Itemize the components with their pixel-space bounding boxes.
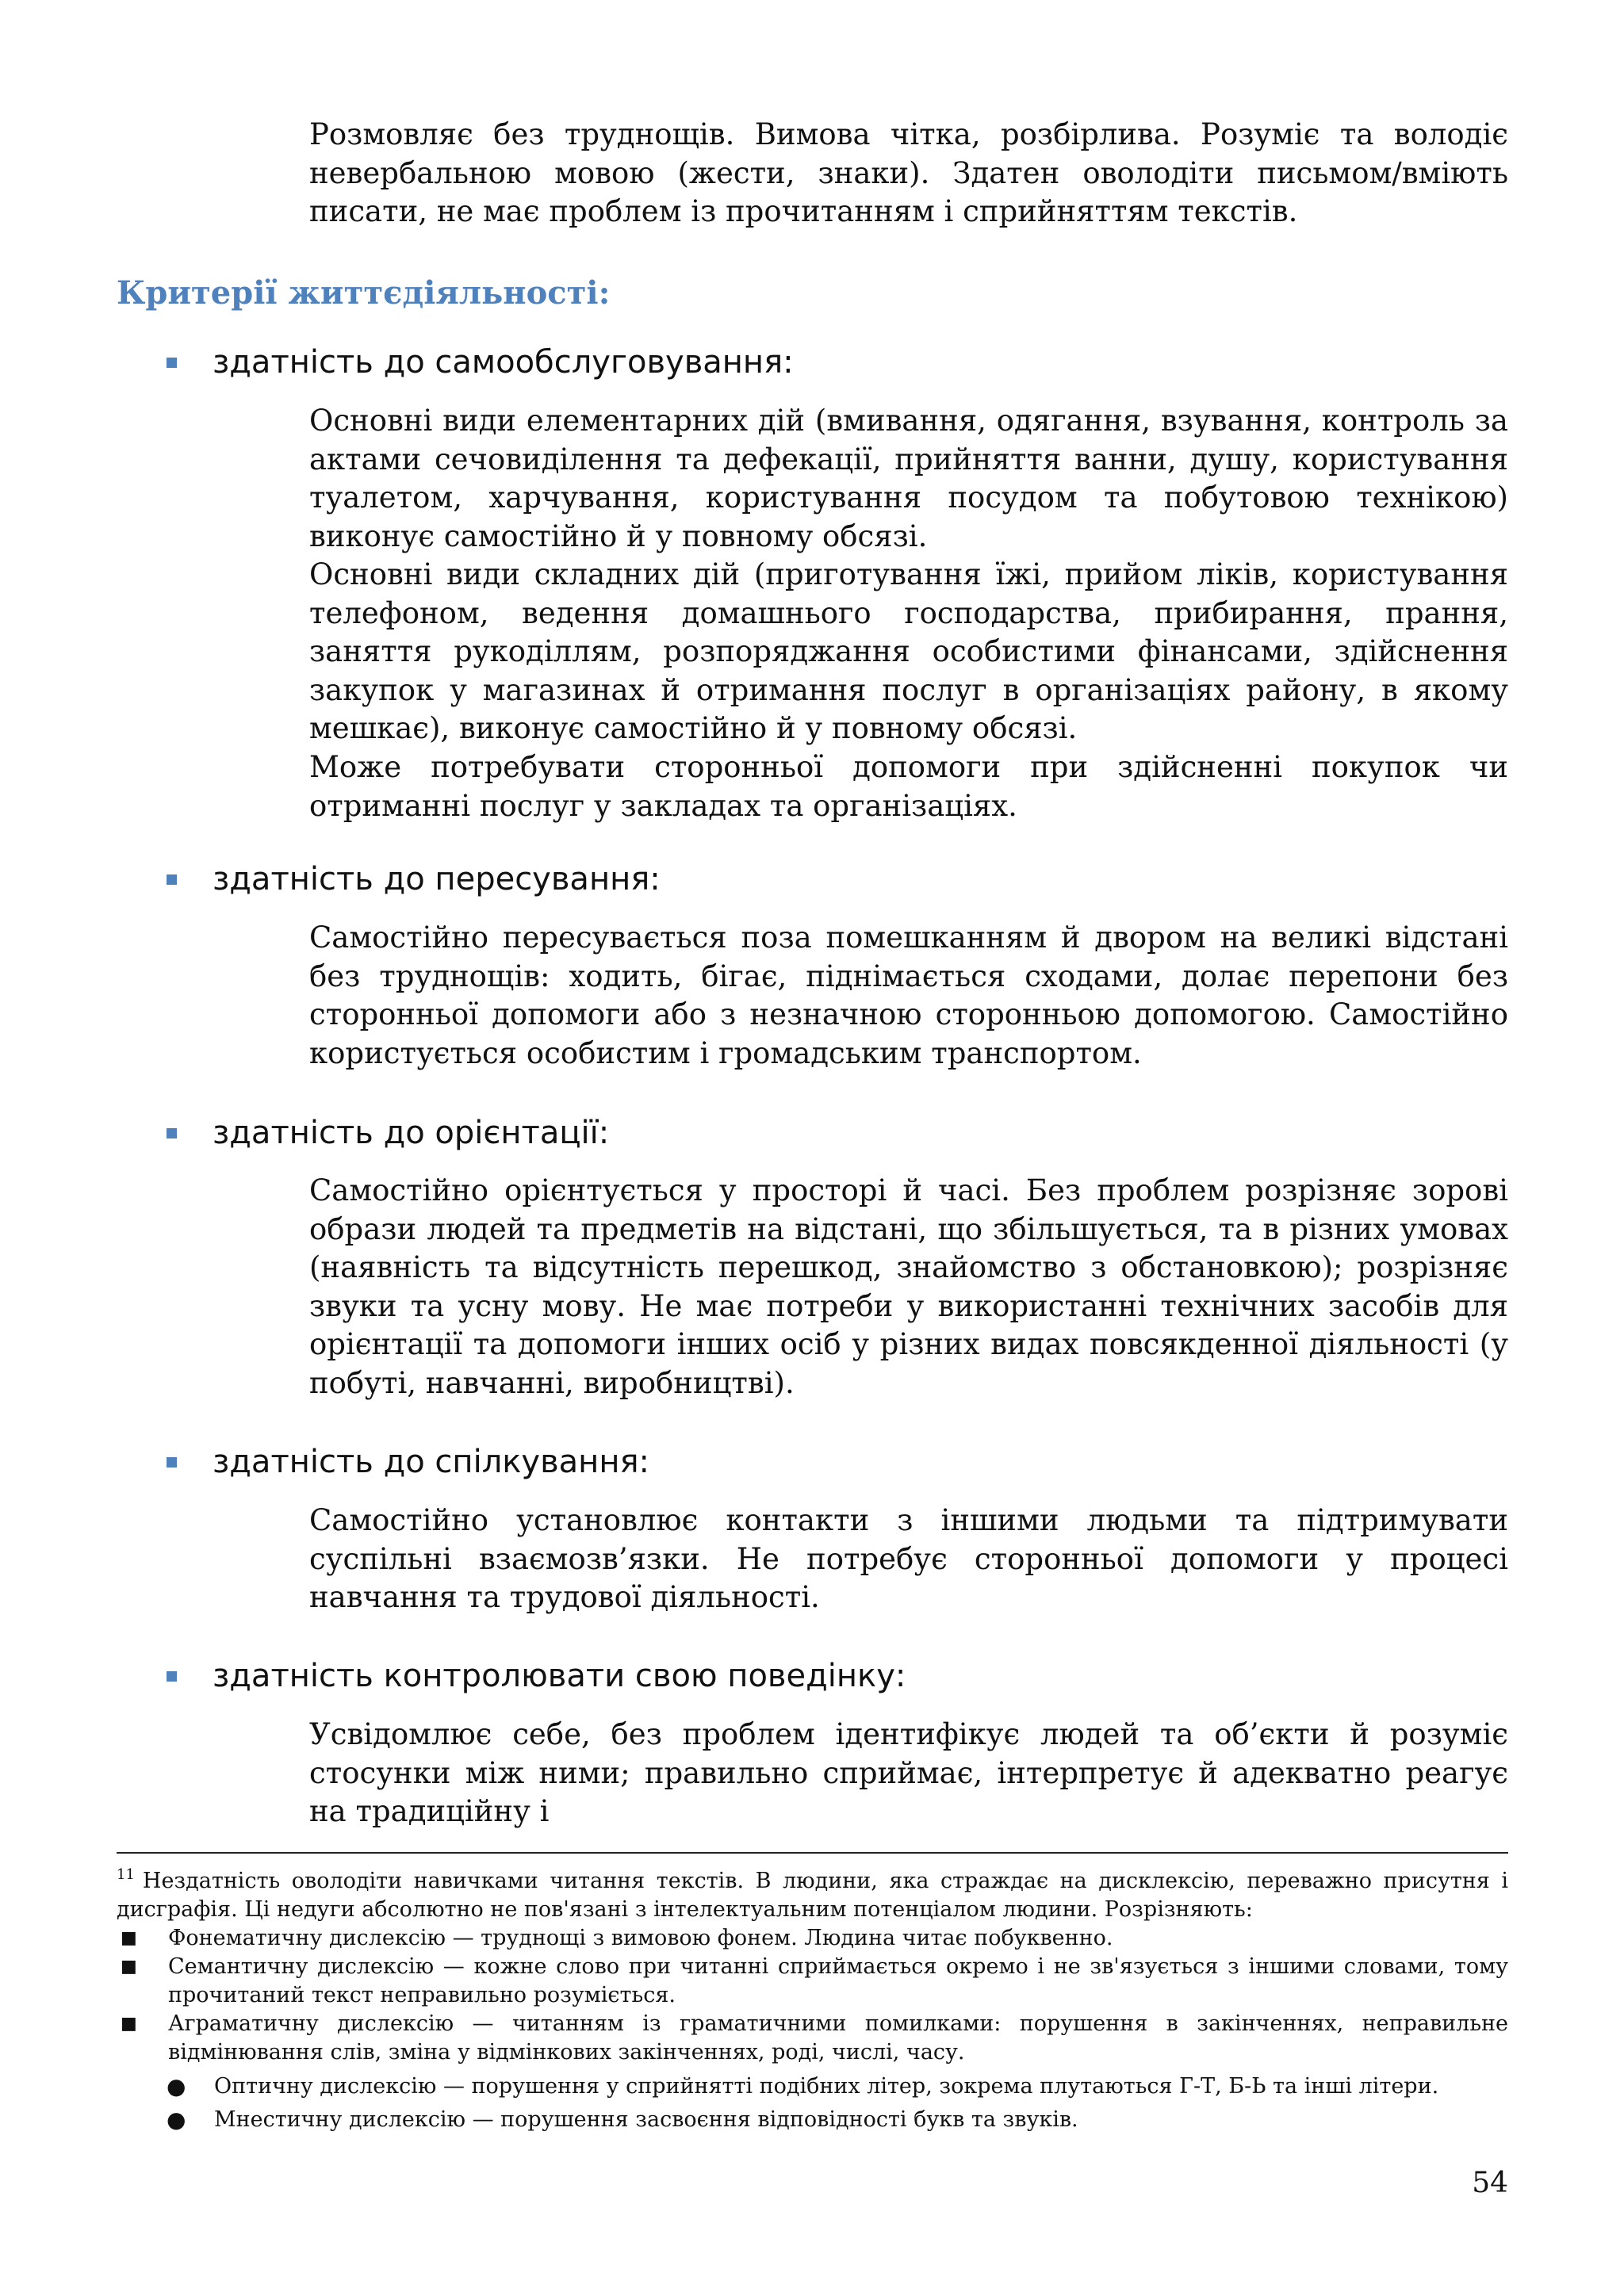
- criterion-paragraph: Основні види складних дій (приготування їжі, прийом ліків, користування телефоном, ведення домашнього господарства, прибирання, прання, заняття рукоділлям, розпоряджання особистими фінансами, здійснення закупок у магазинах й отримання послуг в організаціях району, в якому мешкає), виконує самостійно й у повному обсязі.: [309, 557, 1508, 745]
- footnote-list-item: [117, 2010, 1508, 2067]
- footnote-item-text: Оптичну дислексію — порушення у сприйнятті подібних літер, зокрема плутаються Г-Т, Б-Ь та інші літери.: [214, 2074, 1439, 2099]
- criterion-mobility: [167, 859, 661, 899]
- criterion-orientation: [167, 1113, 609, 1153]
- criterion-paragraph: Усвідомлює себе, без проблем ідентифікує людей та об’єкти й розуміє стосунки між ними; правильно сприймає, інтерпретує й адекватно реагує на традиційну і: [309, 1717, 1508, 1828]
- square-bullet-icon: [167, 1128, 177, 1138]
- round-bullet-icon: ●: [167, 2073, 186, 2099]
- footnote-item-text: Мнестичну дислексію — порушення засвоєння відповідності букв та звуків.: [214, 2107, 1078, 2132]
- square-bullet-icon: [167, 1457, 177, 1468]
- small-square-bullet-icon: ■: [121, 1928, 137, 1948]
- small-square-bullet-icon: ■: [121, 1957, 137, 1976]
- criterion-paragraph: Основні види елементарних дій (вмивання, одягання, взування, контроль за актами сечовиділення та дефекації, прийняття ванни, душу, користування туалетом, харчування, користування посудом та побутовою технікою) виконує самостійно й у повному обсязі.: [309, 404, 1508, 553]
- criterion-title: здатність до самообслуговування:: [213, 344, 794, 381]
- footnote-item-text: Семантичну дислексію — кожне слово при читанні сприймається окремо і не зв'язується з іншими словами, тому прочитаний текст неправильно розуміється.: [168, 1954, 1508, 2007]
- footnote-number: 11: [117, 1866, 135, 1883]
- criterion-communication: [167, 1442, 649, 1482]
- criterion-paragraph: Може потребувати сторонньої допомоги при здійсненні покупок чи отриманні послуг у закладах та організаціях.: [309, 750, 1508, 823]
- footnote-text: [117, 1867, 1508, 1924]
- criterion-self-care: [167, 342, 794, 382]
- footnote-item-text: Фонематичну дислексію — труднощі з вимовою фонем. Людина читає побуквенно.: [168, 1926, 1113, 1950]
- criterion-title: здатність до орієнтації:: [213, 1115, 610, 1151]
- footnote-list-item: [167, 2106, 1508, 2134]
- small-square-bullet-icon: ■: [121, 2014, 137, 2034]
- criterion-behaviour-control: [167, 1656, 906, 1696]
- section-heading: Критерії життєдіяльності:: [117, 274, 611, 312]
- criterion-paragraph: Самостійно орієнтується у просторі й часі. Без проблем розрізняє зорові образи людей та предметів на відстані, що збільшується, та в різних умовах (наявність та відсутність перешкод, знайомство з обстановкою); розрізняє звуки та усну мову. Не має потреби у використанні технічних засобів для орієнтації та допомоги інших осіб у різних видах повсякденної діяльності (у побуті, навчанні, виробництві).: [309, 1173, 1508, 1400]
- footnote-separator: [117, 1852, 1508, 1854]
- footnote-list-item: [117, 1924, 1508, 1953]
- criterion-title: здатність до спілкування:: [213, 1444, 650, 1480]
- criterion-title: здатність контролювати свою поведінку:: [213, 1658, 906, 1694]
- page-number: 54: [1472, 2167, 1508, 2199]
- footnote-list-item: [167, 2072, 1508, 2101]
- square-bullet-icon: [167, 874, 177, 885]
- square-bullet-icon: [167, 1671, 177, 1682]
- intro-paragraph: Розмовляє без труднощів. Вимова чітка, розбірлива. Розуміє та володіє невербальною мовою (жести, знаки). Здатен оволодіти письмом/вміють писати, не має проблем із прочитанням і сприйняттям текстів.: [309, 117, 1508, 228]
- footnote-body: Нездатність оволодіти навичками читання текстів. В людини, яка страждає на дисклексію, переважно присутня і дисграфія. Ці недуги абсолютно не пов'язані з інтелектуальним потенціалом людини. Розрізняють:: [117, 1869, 1508, 1922]
- footnote-item-text: Аграматичну дислексію — читанням із граматичними помилками: порушення в закінченнях, неправильне відмінювання слів, зміна у відмінкових закінченнях, роді, числі, часу.: [168, 2011, 1508, 2064]
- criterion-paragraph: Самостійно установлює контакти з іншими людьми та підтримувати суспільні взаємозв’язки. Не потребує сторонньої допомоги у процесі навчання та трудової діяльності.: [309, 1503, 1508, 1614]
- square-bullet-icon: [167, 358, 177, 368]
- criterion-paragraph: Самостійно пересувається поза помешканням й двором на великі відстані без труднощів: ходить, бігає, піднімається сходами, долає перепони без сторонньої допомоги або з незначною сторонньою допомогою. Самостійно користується особистим і громадським транспортом.: [309, 920, 1508, 1070]
- round-bullet-icon: ●: [167, 2107, 186, 2133]
- footnote-list-item: [117, 1953, 1508, 2010]
- criterion-title: здатність до пересування:: [213, 861, 661, 897]
